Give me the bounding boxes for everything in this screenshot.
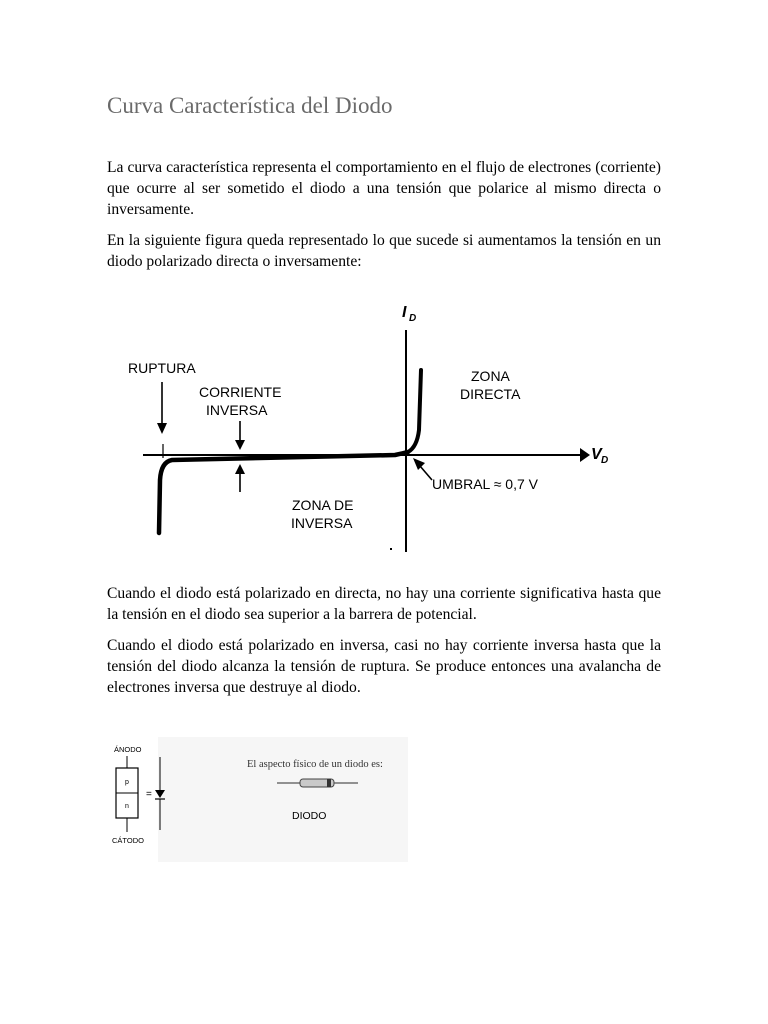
figure-background (158, 737, 408, 862)
label-catodo: CÁTODO (112, 836, 144, 845)
corriente-arrowhead-down (235, 440, 245, 450)
ruptura-arrowhead (157, 423, 167, 434)
umbral-arrow (420, 466, 432, 480)
label-p: p (125, 779, 129, 786)
paragraph-figure-intro: En la siguiente figura queda representado lo que sucede si aumentamos la tensión en un diodo polarizado directa o inversamente: (107, 232, 661, 270)
forward-curve (408, 370, 421, 452)
physical-caption: El aspecto físico de un diodo es: (247, 759, 383, 770)
diode-physical-figure (0, 735, 768, 865)
label-ruptura: RUPTURA (128, 360, 196, 376)
umbral-arrowhead (413, 458, 425, 470)
axis-dot (390, 548, 392, 550)
component-band (327, 779, 331, 787)
label-diodo: DIODO (292, 810, 327, 822)
label-anodo: ÁNODO (114, 745, 142, 754)
y-axis-subscript: D (409, 313, 417, 324)
x-axis-arrowhead (580, 448, 590, 462)
label-corriente: CORRIENTE (199, 384, 282, 400)
label-zona-inversa-1: ZONA DE (292, 497, 354, 513)
label-zona-directa-1: ZONA (471, 368, 510, 384)
y-axis-label: I (402, 304, 407, 321)
label-inversa: INVERSA (206, 402, 268, 418)
equals-sign: = (146, 789, 152, 800)
paragraph-intro: La curva característica representa el comportamiento en el flujo de electrones (corriente) que ocurre al ser sometido el diodo a una tensión que polarice al mismo directa o inversamente. (107, 159, 661, 218)
corriente-arrowhead-up (235, 464, 245, 474)
label-zona-inversa-2: INVERSA (291, 515, 353, 531)
x-axis-subscript: D (601, 455, 609, 466)
label-umbral: UMBRAL ≈ 0,7 V (432, 476, 538, 492)
label-n: n (125, 803, 129, 810)
label-zona-directa-2: DIRECTA (460, 386, 521, 402)
paragraph-forward-bias: Cuando el diodo está polarizado en directa, no hay una corriente significativa hasta que la tensión en el diodo sea superior a la barrera de potencial. (107, 585, 661, 623)
paragraph-reverse-bias: Cuando el diodo está polarizado en inversa, casi no hay corriente inversa hasta que la tensión del diodo alcanza la tensión de ruptura. Se produce entonces una avalancha de electrones inversa que destruye al diodo. (107, 637, 661, 696)
x-axis-label: V (591, 446, 602, 463)
page-title: Curva Característica del Diodo (107, 93, 393, 118)
diode-characteristic-curve (0, 290, 768, 565)
reverse-curve (159, 452, 408, 533)
